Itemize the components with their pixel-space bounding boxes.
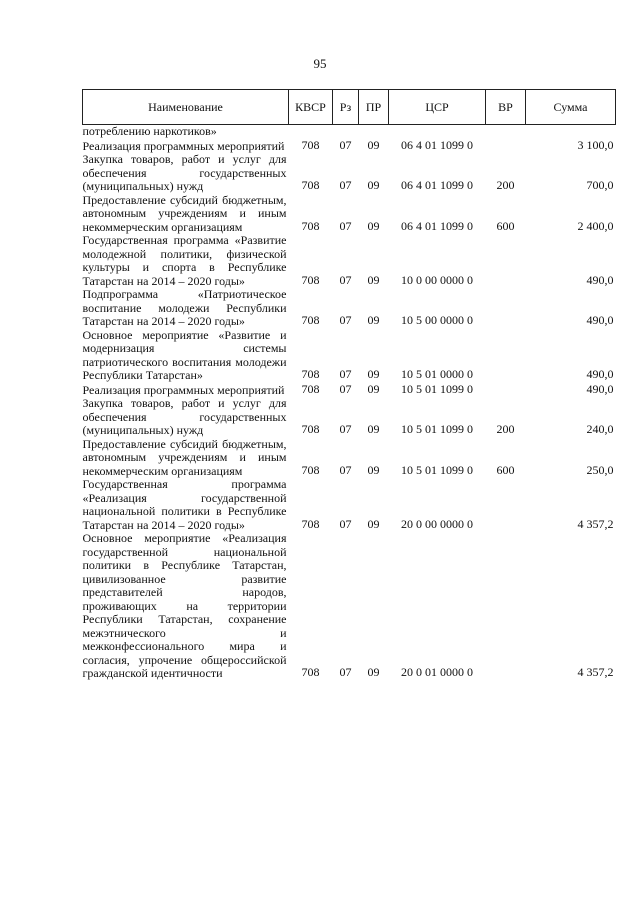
cell-vr: [486, 234, 526, 288]
table-row: [83, 234, 616, 288]
cell-csr: 10 5 01 1099 0: [401, 462, 473, 477]
table-row: [83, 329, 616, 383]
cell-pr: 09: [367, 137, 380, 152]
header-name: Наименование: [83, 90, 289, 125]
table-row: [83, 194, 616, 235]
cell-sum: 240,0: [586, 422, 614, 436]
cell-rz: 07: [339, 218, 352, 233]
cell-csr: 06 4 01 1099 0: [401, 137, 473, 152]
cell-kvsr: 708: [301, 178, 320, 192]
table-row: [83, 153, 616, 194]
cell-pr: 09: [367, 516, 380, 531]
cell-sum: 490,0: [586, 313, 614, 327]
cell-name: Государственная программа «Развитие молодежной политики, физической культуры и спорта в Республике Татарстан на 2014 – 2020 годы»: [82, 233, 287, 288]
cell-rz: [333, 125, 359, 139]
table-row: [83, 139, 616, 154]
table-row: [83, 532, 616, 681]
cell-sum: 490,0: [586, 367, 614, 381]
cell-vr: [486, 383, 526, 398]
cell-csr: 06 4 01 1099 0: [401, 218, 473, 233]
cell-rz: 07: [339, 422, 352, 436]
header-rz: Рз: [333, 90, 359, 125]
cell-name: Предоставление субсидий бюджетным, автономным учреждениям и иным некоммерческим организациям: [82, 436, 287, 478]
header-vr: ВР: [486, 90, 526, 125]
cell-pr: 09: [367, 422, 380, 436]
cell-pr: 09: [367, 178, 380, 192]
budget-table: [82, 89, 616, 681]
cell-name: Подпрограмма «Патриотическое воспитание молодежи Республики Татарстан на 2014 – 2020 годы»: [82, 287, 287, 328]
page-number: 95: [313, 56, 327, 71]
cell-sum: 2 400,0: [577, 218, 614, 233]
cell-kvsr: 708: [301, 462, 320, 477]
table-row: [83, 397, 616, 438]
cell-rz: 07: [339, 178, 352, 192]
cell-name: Закупка товаров, работ и услуг для обеспечения государственных (муниципальных) нужд: [82, 396, 287, 437]
cell-rz: 07: [339, 462, 352, 477]
cell-vr: [486, 139, 526, 154]
cell-sum: 4 357,2: [577, 665, 614, 679]
cell-vr: [486, 288, 526, 329]
cell-csr: 10 5 01 0000 0: [401, 367, 473, 381]
header-pr: ПР: [359, 90, 389, 125]
cell-rz: 07: [339, 272, 352, 287]
cell-pr: 09: [367, 367, 380, 381]
cell-name: Государственная программа «Реализация государственной национальной политики в Республике Татарстан на 2014 – 2020 годы»: [82, 477, 287, 532]
cell-vr: [486, 329, 526, 383]
cell-kvsr: 708: [301, 313, 320, 327]
cell-sum: 700,0: [586, 178, 614, 192]
table-row: [83, 438, 616, 479]
cell-csr: 10 0 00 0000 0: [401, 272, 473, 287]
cell-name: Предоставление субсидий бюджетным, автономным учреждениям и иным некоммерческим организациям: [82, 192, 287, 234]
table-header-row: [83, 90, 616, 125]
cell-kvsr: 708: [301, 137, 320, 152]
cell-name: потреблению наркотиков»: [82, 124, 217, 138]
cell-csr: 10 5 01 1099 0: [401, 381, 473, 396]
cell-sum: 250,0: [586, 462, 614, 477]
cell-csr: 06 4 01 1099 0: [401, 178, 473, 192]
cell-pr: 09: [367, 381, 380, 396]
cell-kvsr: 708: [301, 665, 320, 679]
cell-vr: 200: [496, 178, 515, 192]
header-csr: ЦСР: [389, 90, 486, 125]
cell-vr: 600: [496, 218, 515, 233]
cell-name: Реализация программных мероприятий: [82, 138, 285, 153]
cell-pr: [359, 125, 389, 139]
cell-kvsr: 708: [301, 516, 320, 531]
cell-sum: [526, 125, 616, 139]
cell-rz: 07: [339, 381, 352, 396]
cell-vr: 600: [496, 462, 515, 477]
table-row: [83, 383, 616, 398]
cell-name: Реализация программных мероприятий: [82, 382, 285, 397]
cell-csr: 10 5 00 0000 0: [401, 313, 473, 327]
cell-kvsr: [289, 125, 333, 139]
table-row: [83, 288, 616, 329]
cell-kvsr: 708: [301, 422, 320, 436]
cell-pr: 09: [367, 462, 380, 477]
cell-sum: 3 100,0: [577, 137, 614, 152]
cell-rz: 07: [339, 137, 352, 152]
cell-sum: 490,0: [586, 381, 614, 396]
header-kvsr: КВСР: [289, 90, 333, 125]
cell-rz: 07: [339, 516, 352, 531]
cell-rz: 07: [339, 313, 352, 327]
cell-pr: 09: [367, 665, 380, 679]
header-sum: Сумма: [526, 90, 616, 125]
cell-csr: [389, 125, 486, 139]
cell-kvsr: 708: [301, 367, 320, 381]
cell-pr: 09: [367, 313, 380, 327]
table-body: [83, 125, 616, 681]
cell-csr: 20 0 01 0000 0: [401, 665, 473, 679]
cell-kvsr: 708: [301, 218, 320, 233]
table-row: [83, 125, 616, 139]
cell-vr: [486, 478, 526, 532]
cell-pr: 09: [367, 272, 380, 287]
cell-rz: 07: [339, 665, 352, 679]
cell-vr: 200: [496, 422, 515, 436]
cell-sum: 490,0: [586, 272, 614, 287]
cell-name: Закупка товаров, работ и услуг для обеспечения государственных (муниципальных) нужд: [82, 152, 287, 193]
cell-kvsr: 708: [301, 381, 320, 396]
cell-vr: [486, 532, 526, 681]
cell-vr: [486, 125, 526, 139]
cell-kvsr: 708: [301, 272, 320, 287]
cell-csr: 20 0 00 0000 0: [401, 516, 473, 531]
cell-rz: 07: [339, 367, 352, 381]
cell-name: Основное мероприятие «Реализация государственной национальной политики в Республике Татарстан, цивилизованное развитие представителей народов, проживающих на территории Республики Татарстан, сохранение межэтнического и межконфессионального мира и согласия, упрочение общероссийской гражданской идентичности: [82, 531, 287, 680]
table-row: [83, 478, 616, 532]
cell-csr: 10 5 01 1099 0: [401, 422, 473, 436]
cell-sum: 4 357,2: [577, 516, 614, 531]
cell-pr: 09: [367, 218, 380, 233]
cell-name: Основное мероприятие «Развитие и модернизация системы патриотического воспитания молодежи Республики Татарстан»: [82, 327, 287, 382]
